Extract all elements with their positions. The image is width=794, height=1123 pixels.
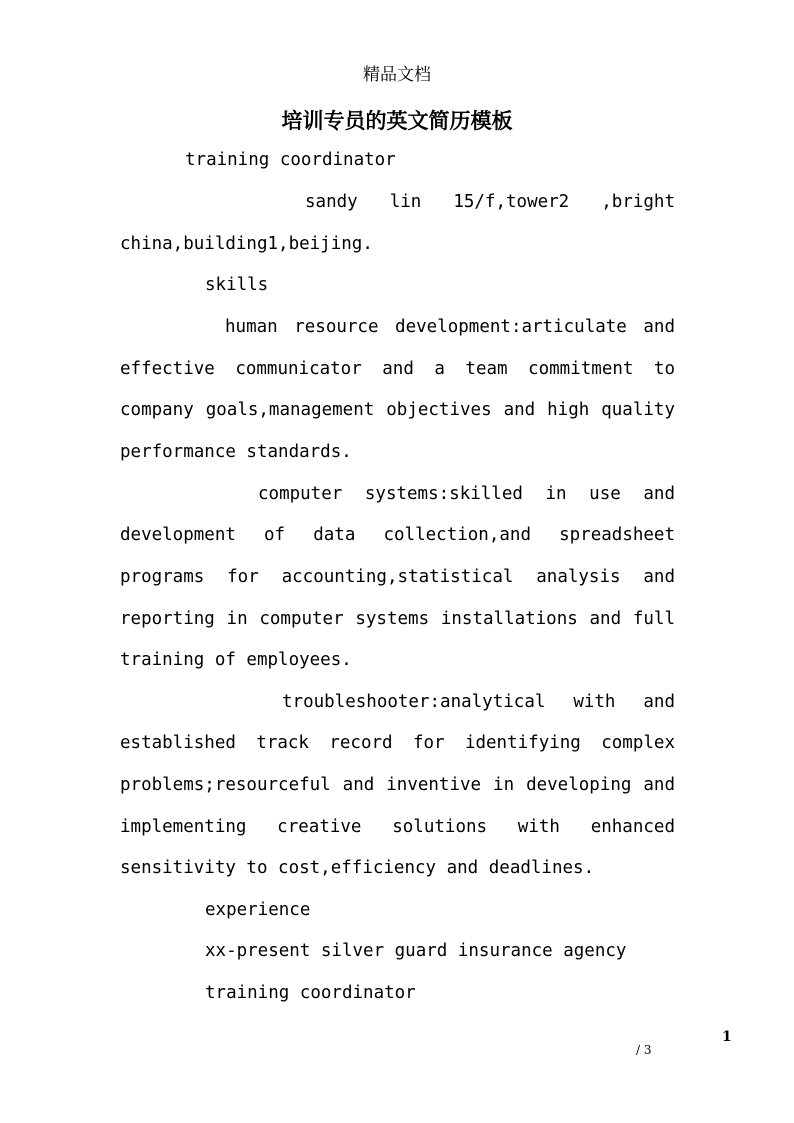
text-line: training coordinator (185, 150, 396, 170)
page-header: 精品文档 (363, 65, 431, 85)
page-number: 1 (722, 1029, 732, 1045)
document-title: 培训专员的英文简历模板 (281, 108, 513, 133)
text-line: performance standards. (120, 442, 352, 462)
text-line: problems;resourceful and inventive in developing and (120, 775, 675, 795)
text-line: china,building1,beijing. (120, 234, 373, 254)
text-line: sensitivity to cost,efficiency and deadlines. (120, 858, 595, 878)
text-line: implementing creative solutions with enhanced (120, 817, 675, 837)
text-line: human resource development:articulate and (225, 317, 675, 337)
text-line: development of data collection,and spreadsheet (120, 525, 675, 545)
text-line: xx-present silver guard insurance agency (205, 941, 627, 961)
section-heading: experience (205, 900, 311, 920)
text-line: training of employees. (120, 650, 352, 670)
text-line: programs for accounting,statistical analysis and (120, 567, 675, 587)
text-line: effective communicator and a team commitment to (120, 359, 675, 379)
text-line: troubleshooter:analytical with and (282, 692, 675, 712)
text-line: computer systems:skilled in use and (258, 484, 675, 504)
section-heading: skills (205, 275, 269, 295)
text-line: sandy lin 15/f,tower2 ,bright (305, 192, 675, 212)
text-line: reporting in computer systems installations and full (120, 609, 675, 629)
text-line: company goals,management objectives and high quality (120, 400, 675, 420)
text-line: training coordinator (205, 983, 416, 1003)
page-total: / 3 (636, 1043, 652, 1057)
text-line: established track record for identifying complex (120, 733, 675, 753)
